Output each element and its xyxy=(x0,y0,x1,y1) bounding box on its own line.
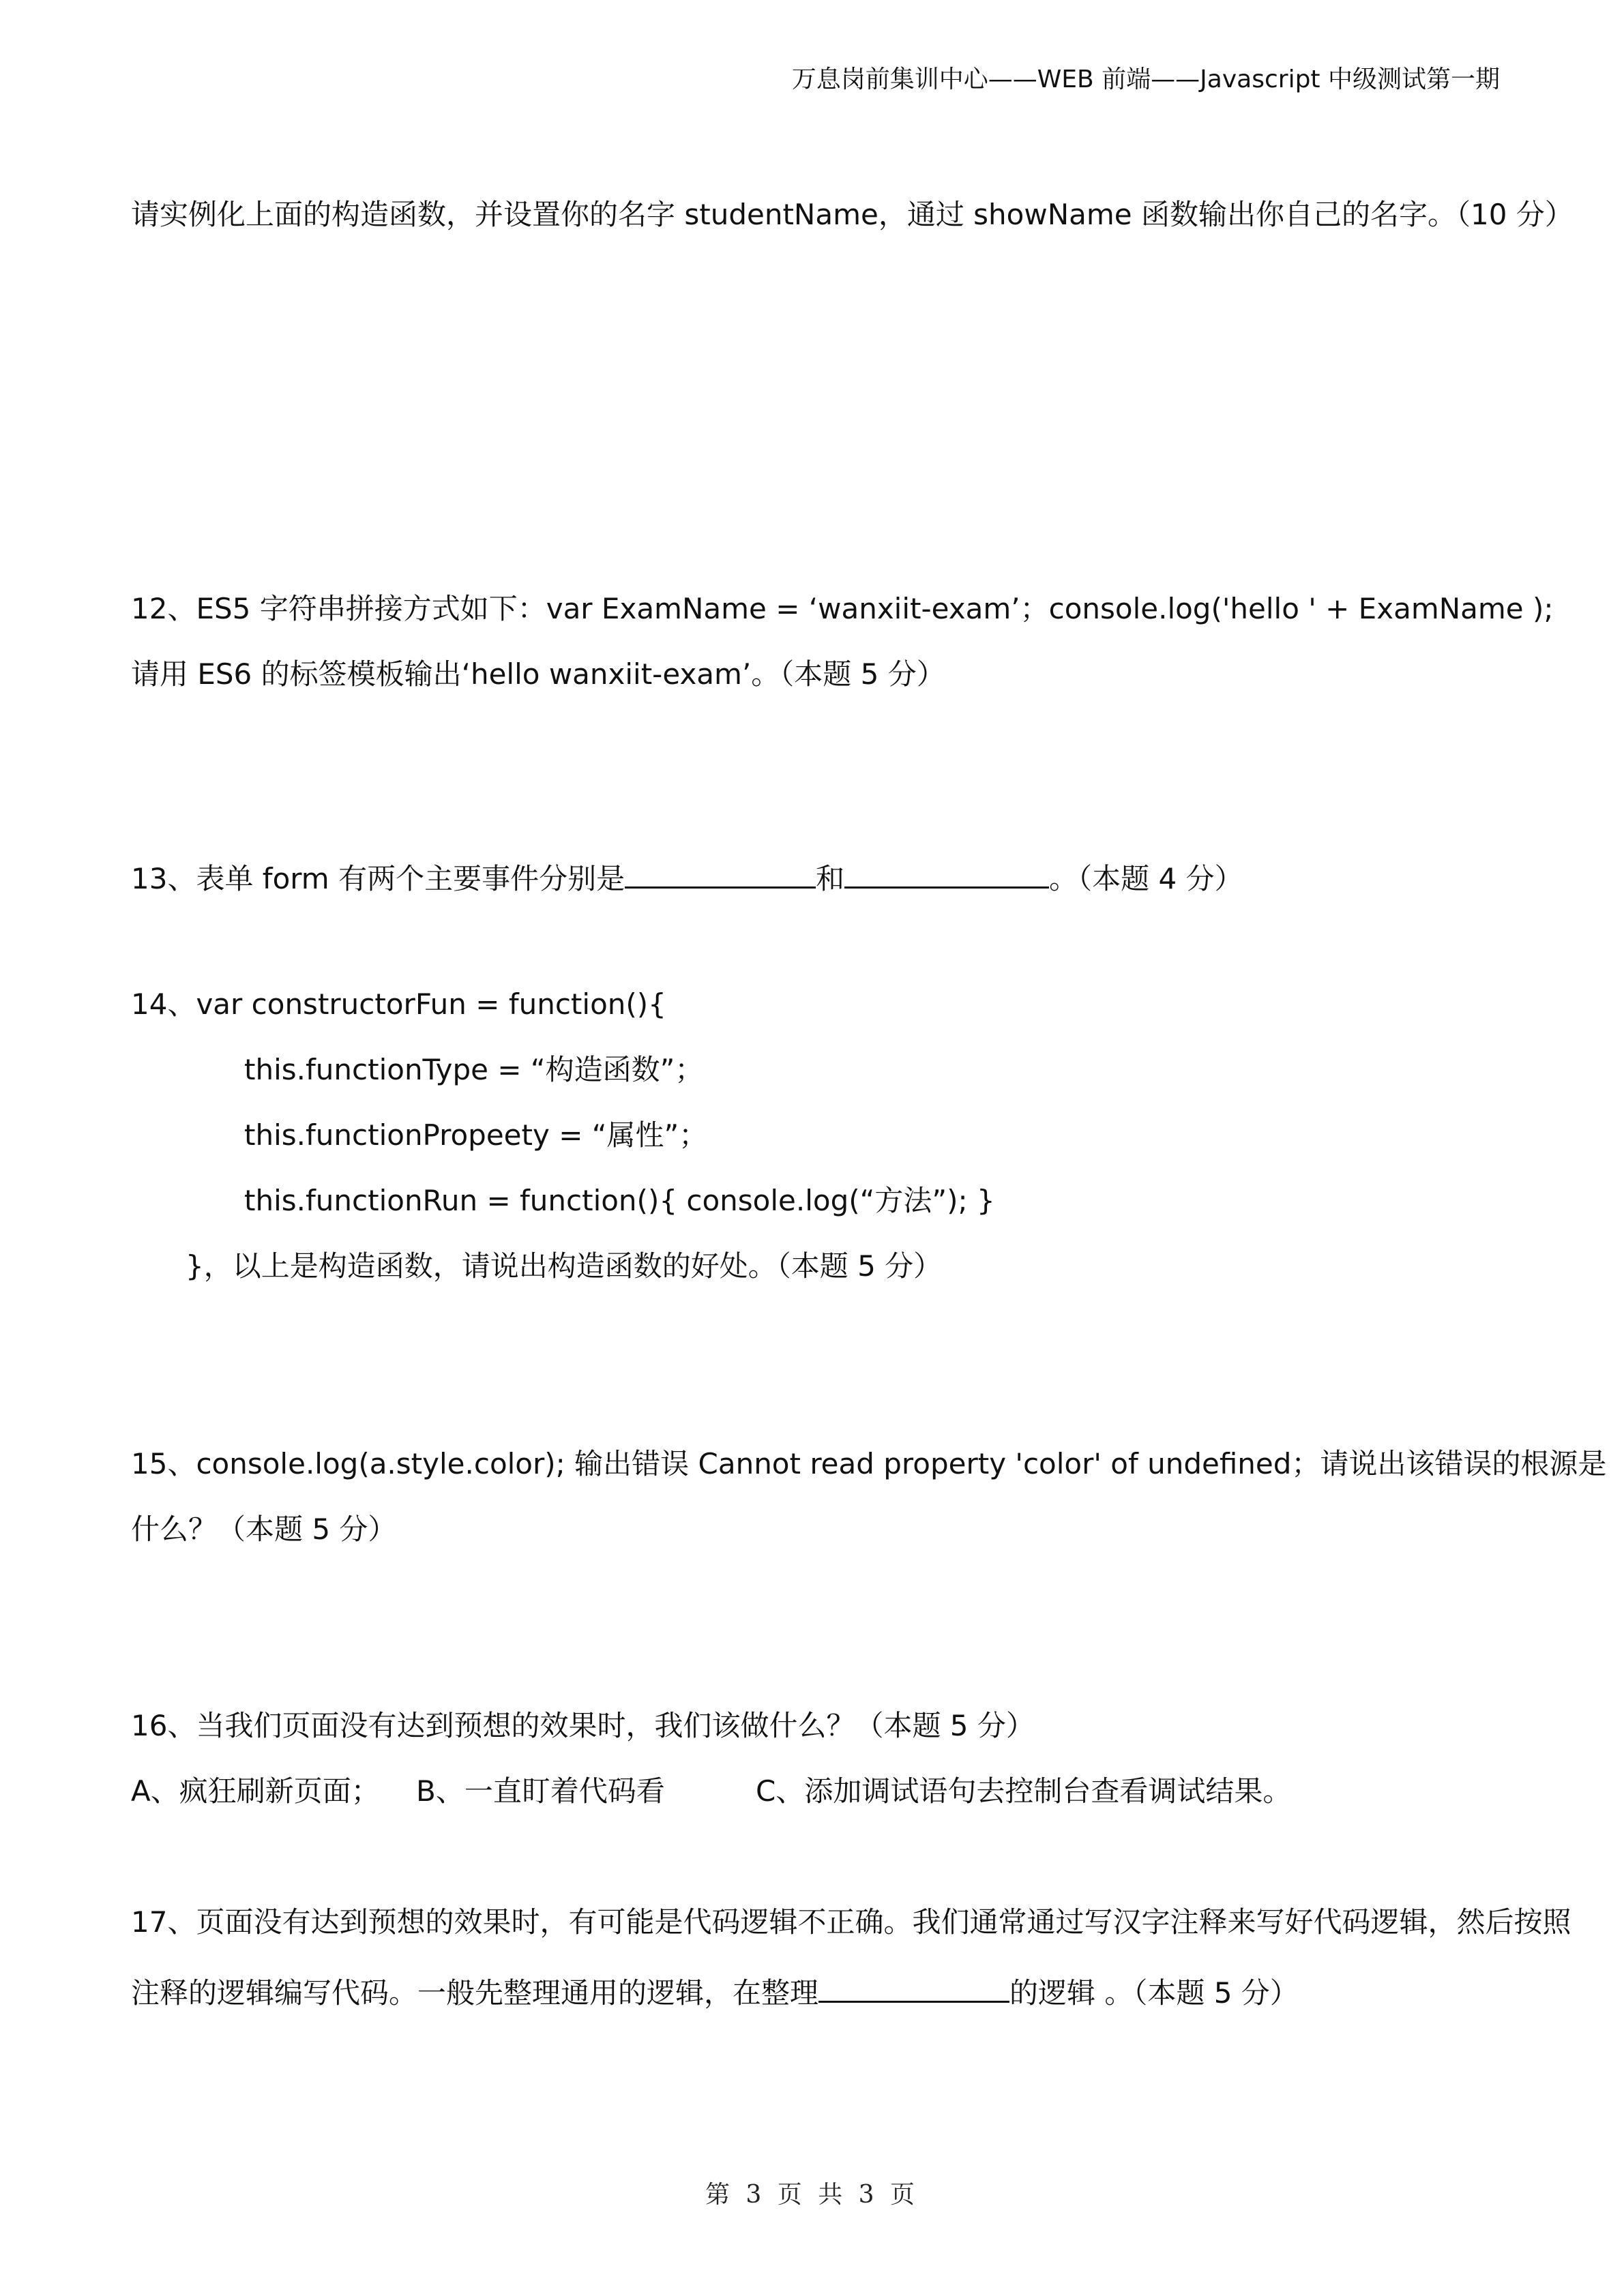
question-13 xyxy=(131,859,1243,893)
answer-blank-1[interactable] xyxy=(625,859,816,889)
question-17-suffix: 的逻辑 。（本题 5 分） xyxy=(1009,1976,1299,2010)
question-14-line-4: this.functionRun = function(){ console.log(“方法”); } xyxy=(244,1184,995,1217)
question-17-prefix: 注释的逻辑编写代码。一般先整理通用的逻辑，在整理 xyxy=(131,1976,819,2010)
question-14-line-1: 14、var constructorFun = function(){ xyxy=(131,987,666,1021)
question-15-line-2: 什么？（本题 5 分） xyxy=(131,1512,397,1546)
page-header: 万息岗前集训中心——WEB 前端——Javascript 中级测试第一期 xyxy=(791,65,1500,93)
option-b: B、一直盯着代码看 xyxy=(416,1774,665,1808)
answer-blank-2[interactable] xyxy=(844,859,1049,889)
question-16-options xyxy=(0,1774,1624,1811)
question-17-line-1: 17、页面没有达到预想的效果时，有可能是代码逻辑不正确。我们通常通过写汉字注释来写好代码逻辑，然后按照 xyxy=(131,1905,1571,1939)
question-12-line-2: 请用 ES6 的标签模板输出‘hello wanxiit-exam’。（本题 5 分） xyxy=(131,657,945,691)
option-c: C、添加调试语句去控制台查看调试结果。 xyxy=(756,1774,1292,1808)
question-12-line-1: 12、ES5 字符串拼接方式如下：var ExamName = ‘wanxiit-exam’；console.log('hello ' + ExamName ); xyxy=(131,592,1554,625)
question-15-line-1: 15、console.log(a.style.color); 输出错误 Cannot read property 'color' of undefined；请说出该错误的根源是 xyxy=(131,1447,1607,1480)
option-a: A、疯狂刷新页面； xyxy=(131,1774,380,1808)
question-14-line-2: this.functionType = “构造函数”； xyxy=(244,1053,704,1086)
question-14-line-5: }，以上是构造函数，请说出构造函数的好处。（本题 5 分） xyxy=(186,1249,943,1283)
question-16-line-1: 16、当我们页面没有达到预想的效果时，我们该做什么？（本题 5 分） xyxy=(131,1709,1035,1742)
question-14-line-3: this.functionPropeety = “属性”； xyxy=(244,1118,708,1152)
question-11-tail: 请实例化上面的构造函数，并设置你的名字 studentName，通过 showName 函数输出你自己的名字。（10 分） xyxy=(131,198,1574,231)
question-13-suffix: 。（本题 4 分） xyxy=(1049,862,1243,895)
question-17-line-2 xyxy=(131,1973,1299,2008)
question-13-middle: 和 xyxy=(816,862,845,895)
question-13-prefix: 13、表单 form 有两个主要事件分别是 xyxy=(131,862,625,895)
page-footer: 第 3 页 共 3 页 xyxy=(705,2181,919,2209)
answer-blank-3[interactable] xyxy=(818,1973,1009,2003)
